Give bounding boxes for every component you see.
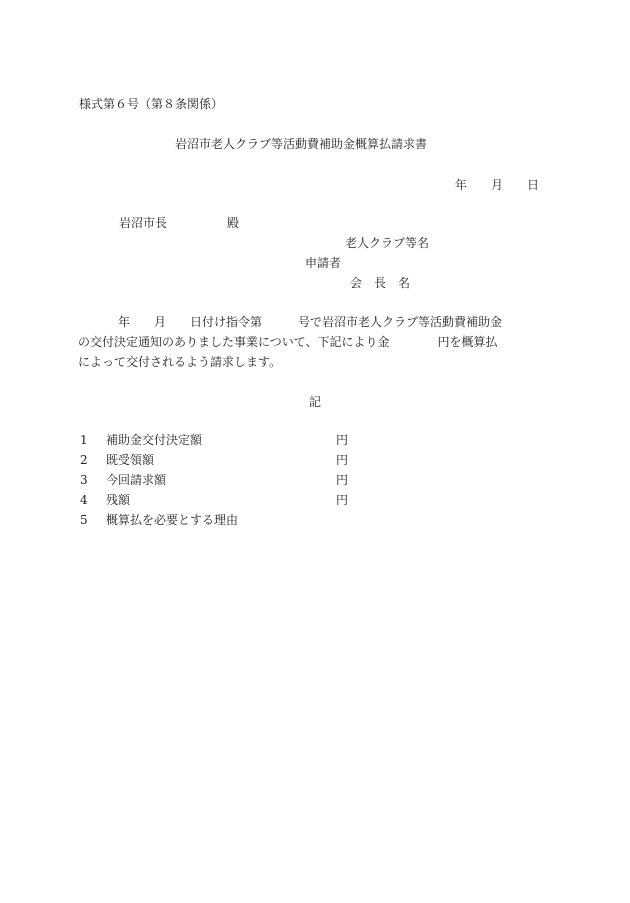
item-unit: 円: [336, 493, 349, 507]
item-number: 3: [80, 473, 88, 487]
item-label: 既受領額: [106, 453, 155, 467]
item-label: 補助金交付決定額: [106, 433, 203, 447]
body-line-2: の交付決定通知のありました事業について、下記により金 円を概算払: [78, 335, 498, 349]
item-unit: 円: [336, 453, 349, 467]
form-number: 様式第６号（第８条関係）: [79, 97, 224, 111]
list-item: [80, 453, 380, 468]
body-line-3: によって交付されるよう請求します。: [78, 355, 282, 369]
item-label: 残額: [106, 493, 131, 507]
ki-heading: 記: [309, 395, 322, 409]
item-number: 2: [80, 453, 88, 467]
list-item: [80, 473, 380, 488]
document-title: 岩沼市老人クラブ等活動費補助金概算払請求書: [175, 137, 428, 151]
list-item: [80, 493, 380, 508]
item-number: 1: [80, 433, 88, 447]
addressee-name: 岩沼市長: [119, 216, 168, 230]
club-name-label: 老人クラブ等名: [345, 236, 430, 250]
item-number: 4: [80, 493, 88, 507]
president-name-label: 会 長 名: [350, 276, 411, 290]
list-item: [80, 433, 380, 448]
item-label: 概算払を必要とする理由: [106, 513, 239, 527]
list-item: [80, 513, 380, 528]
addressee-honorific: 殿: [227, 216, 240, 230]
item-label: 今回請求額: [106, 473, 167, 487]
date-line: 年 月 日: [455, 178, 540, 192]
item-number: 5: [80, 513, 88, 527]
item-unit: 円: [336, 433, 349, 447]
applicant-label: 申請者: [305, 256, 342, 270]
item-unit: 円: [336, 473, 349, 487]
body-line-1: 年 月 日付け指令第 号で岩沼市老人クラブ等活動費補助金: [118, 315, 503, 329]
